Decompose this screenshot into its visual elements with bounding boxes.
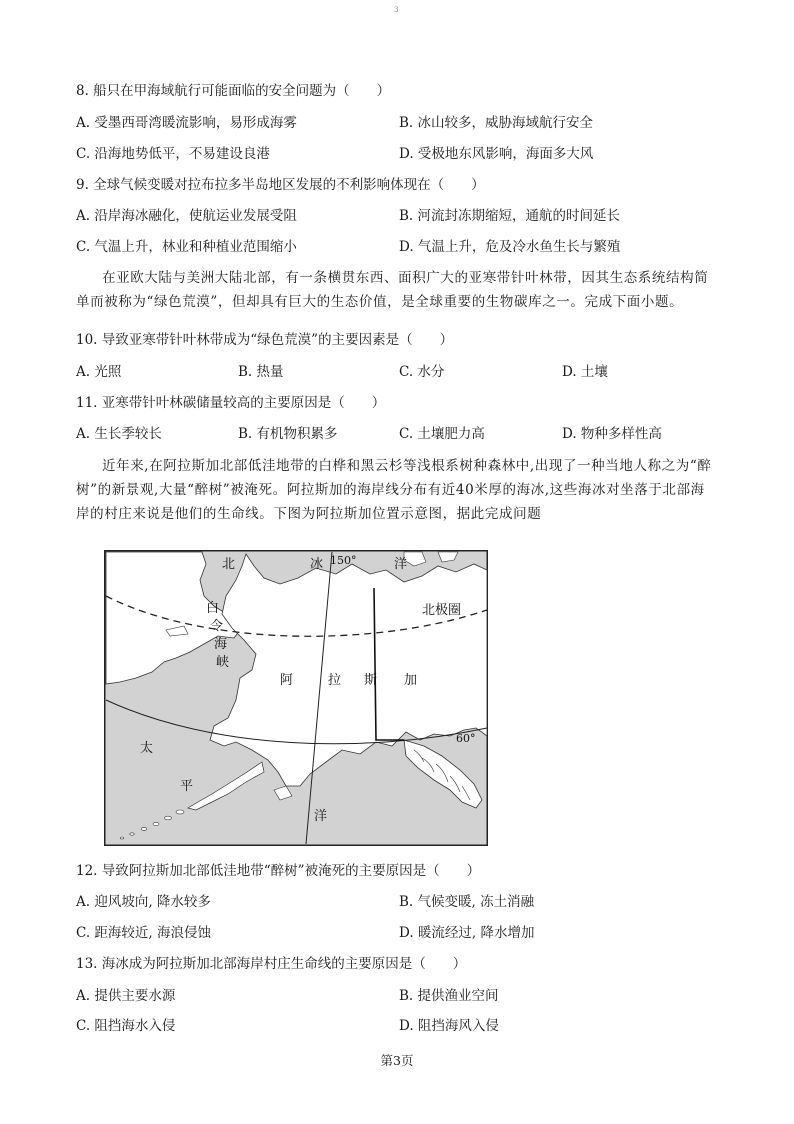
question-12-option-c: C. 距海较近, 海浪侵蚀	[76, 925, 212, 941]
question-10-stem: 10. 导致亚寒带针叶林带成为“绿色荒漠”的主要因素是（ ）	[76, 332, 454, 348]
map-label-bei: 北	[222, 557, 236, 572]
question-11-option-c: C. 土壤肥力高	[399, 426, 485, 442]
map-label-yang-north: 洋	[394, 557, 408, 572]
passage-alaska-text: 近年来,在阿拉斯加北部低洼地带的白桦和黑云杉等浅根系树种森林中,出现了一种当地人称之为“醉树”的新景观,大量“醉树”被淹死。阿拉斯加的海岸线分布有近40米厚的海冰,这些海冰对坐落于北部海岸的村庄来说是他们的生命线。下图为阿拉斯加位置示意图，据此完成问题	[76, 458, 712, 522]
map-label-si: 斯	[364, 673, 378, 688]
aleutian-island	[153, 822, 159, 825]
map-label-bai: 白	[206, 601, 220, 616]
question-8-option-b: B. 冰山较多，威胁海域航行安全	[399, 115, 594, 131]
map-label-yang-south: 洋	[314, 809, 328, 824]
question-9-option-c: C. 气温上升，林业和种植业范围缩小	[76, 239, 297, 255]
aleutian-island	[176, 810, 184, 814]
aleutian-island	[130, 833, 134, 835]
question-12-option-a: A. 迎风坡向, 降水较多	[76, 894, 211, 910]
map-label-a: 阿	[280, 673, 294, 688]
map-label-ping: 平	[180, 779, 194, 794]
question-8-option-a: A. 受墨西哥湾暖流影响，易形成海雾	[76, 115, 297, 131]
map-label-arctic-circle: 北极圈	[422, 603, 462, 618]
page-top-mark: 3	[394, 6, 399, 14]
aleutian-island	[120, 837, 124, 839]
question-13-option-b: B. 提供渔业空间	[399, 988, 499, 1004]
map-label-hai: 海	[214, 637, 228, 652]
question-8-option-d: D. 受极地东风影响，海面多大风	[399, 146, 594, 162]
question-13-option-d: D. 阻挡海风入侵	[399, 1018, 499, 1034]
passage-taiga	[76, 266, 716, 314]
question-9-option-d: D. 气温上升，危及冷水鱼生长与繁殖	[399, 239, 621, 255]
question-11-option-d: D. 物种多样性高	[562, 426, 662, 442]
map-label-ling: 令	[210, 619, 224, 634]
question-12-option-d: D. 暖流经过, 降水增加	[399, 925, 535, 941]
question-10-option-c: C. 水分	[399, 364, 445, 380]
question-11-option-a: A. 生长季较长	[76, 426, 162, 442]
question-12-stem: 12. 导致阿拉斯加北部低洼地带“醉树”被淹死的主要原因是（ ）	[76, 863, 481, 879]
question-11-option-b: B. 有机物积累多	[238, 426, 338, 442]
question-12-option-b: B. 气候变暖, 冻土消融	[399, 894, 535, 910]
question-11-stem: 11. 亚寒带针叶林碳储量较高的主要原因是（ ）	[76, 395, 386, 411]
question-9-option-a: A. 沿岸海冰融化，使航运业发展受阻	[76, 208, 297, 224]
question-13-option-c: C. 阻挡海水入侵	[76, 1018, 176, 1034]
passage-taiga-text: 在亚欧大陆与美洲大陆北部，有一条横贯东西、面积广大的亚寒带针叶林带，因其生态系统结构简单而被称为“绿色荒漠”，但却具有巨大的生态价值，是全球重要的生物碳库之一。完成下面小题。	[76, 270, 709, 310]
aleutian-island	[165, 816, 172, 820]
page-footer: 第3页	[380, 1053, 414, 1068]
question-9-option-b: B. 河流封冻期缩短，通航的时间延长	[399, 208, 621, 224]
passage-alaska	[76, 454, 718, 526]
question-13-option-a: A. 提供主要水源	[76, 988, 176, 1004]
question-9-stem: 9. 全球气候变暖对拉布拉多半岛地区发展的不利影响体现在（ ）	[76, 177, 485, 193]
alaska-location-map	[104, 550, 488, 846]
question-10-option-d: D. 土壤	[562, 364, 608, 380]
map-label-la: 拉	[328, 673, 342, 688]
question-13-stem: 13. 海冰成为阿拉斯加北部海岸村庄生命线的主要原因是（ ）	[76, 956, 467, 972]
map-label-150-degree: 150°	[330, 554, 357, 567]
map-label-60-degree: 60°	[456, 732, 476, 745]
question-10-option-a: A. 光照	[76, 364, 122, 380]
question-8-option-c: C. 沿海地势低平，不易建设良港	[76, 146, 270, 162]
map-label-xia: 峡	[216, 655, 230, 670]
map-label-tai: 太	[140, 741, 154, 756]
question-10-option-b: B. 热量	[238, 364, 284, 380]
question-8-stem: 8. 船只在甲海域航行可能面临的安全问题为（ ）	[76, 83, 391, 99]
aleutian-island	[141, 828, 146, 831]
map-label-jia: 加	[404, 673, 418, 688]
map-label-bing: 冰	[310, 557, 324, 572]
